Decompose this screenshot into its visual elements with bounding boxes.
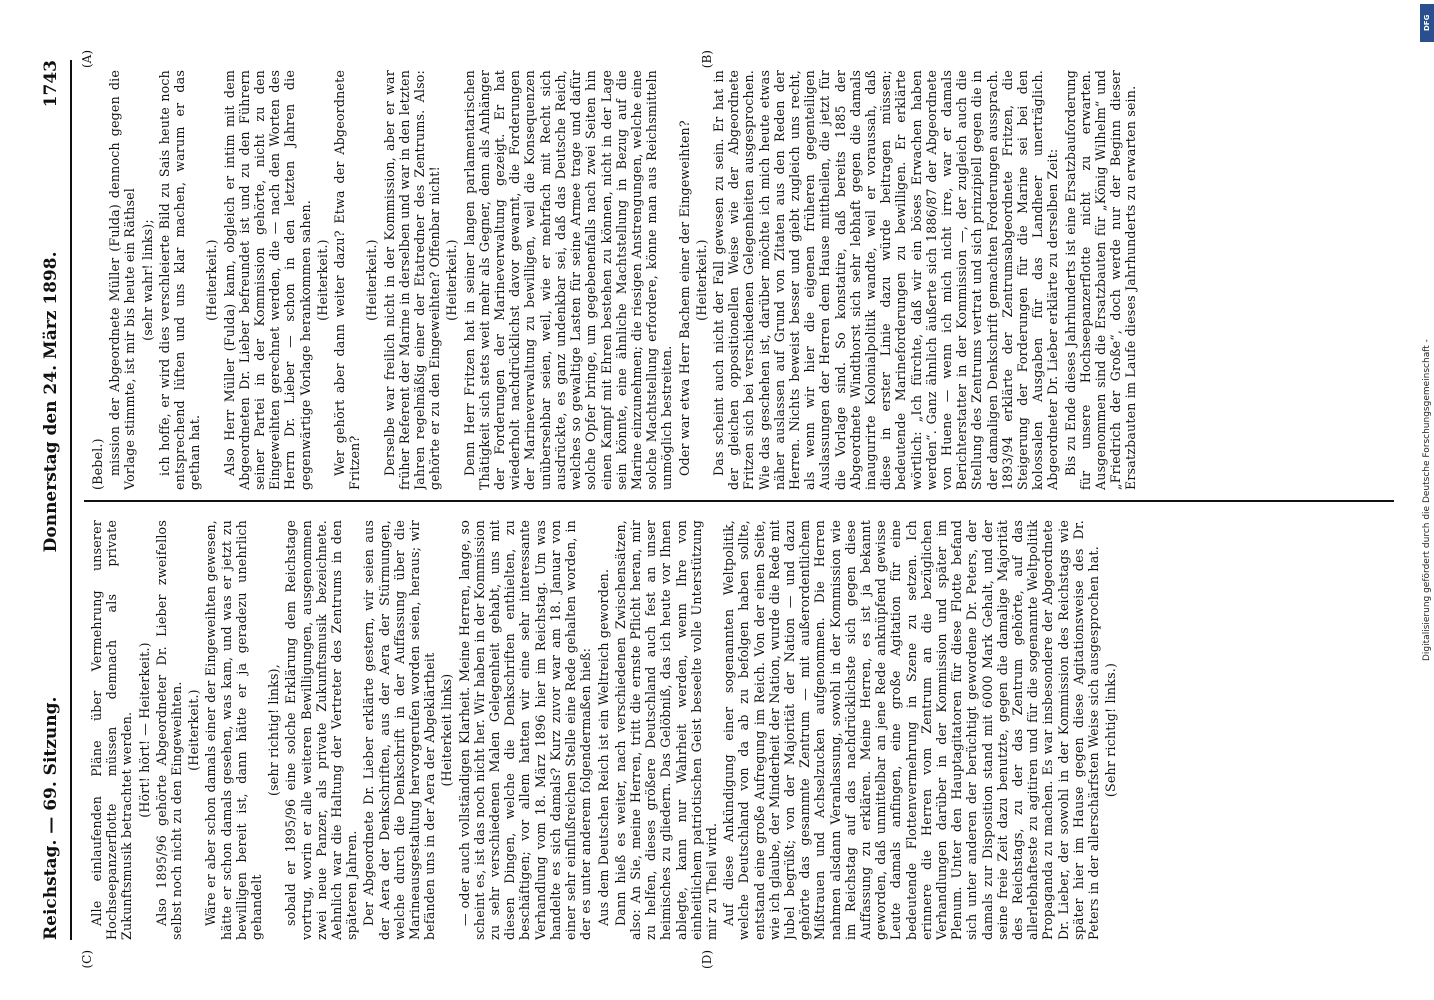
dfg-logo: DFG xyxy=(1420,4,1434,42)
paragraph: Also 1895/96 gehörte Abgeordneter Dr. Lieber zweifellos selbst noch nicht zu den Eingeweihten. xyxy=(153,520,185,940)
interjection: (Heiterkeit.) xyxy=(364,239,380,321)
interjection: (Hört! hört! — Heiterkeit.) xyxy=(136,642,152,818)
paragraph: Denn Herr Fritzen hat in seiner langen parlamentarischen Thätigkeit sich stets weit mehr als Gegner, denn als Anhänger der Forderungen der Marineverwaltung gezeigt. Er hat wiederholt nachdrücklichst davor gewarnt, die Forderungen der Marineverwaltung zu bewilligen, weil die Konsequenzen unübersehbar seien, weil, wie er mehrfach mit Recht sich ausdrückte, es ganz undenkbar sei, daß das Deutsche Reich, welches so gewaltige Lasten für seine Armee trage und dafür solche Opfer bringe, um gegebenenfalls nach zwei Seiten hin einen Kampf mit Ehren bestehen zu können, nicht in der Lage sein könnte, eine ähnliche Machtstellung in Bezug auf die Marine einzunehmen; die riesigen Anstrengungen, welche eine solche Machtstellung erfordere, könne man aus Reichsmitteln unmöglich bestreiten. xyxy=(461,70,675,490)
interjection: (Heiterkeit links) xyxy=(439,673,455,787)
interjection: (Heiterkeit.) xyxy=(444,239,460,321)
page-header xyxy=(38,60,64,940)
paragraph: Aus dem Deutschen Reich ist ein Weltreich geworden. xyxy=(595,568,611,926)
paragraph: Wäre er aber schon damals einer der Eingeweihten gewesen, hätte er schon damals gesehen, was kam, und was er jetzt zu bewilligen bereit ist, dann hätte er ja geradezu unehrlich gehandelt xyxy=(203,520,265,940)
paragraph: Alle einlaufenden Pläne über Vermehrung unserer Hochseepanzerflotte müssen demnach als private Zukunftsmusik betrachtet werden. xyxy=(89,520,135,940)
interjection: (Heiterkeit.) xyxy=(186,689,202,771)
paragraph: ich hoffe, er wird dies verschleierte Bild zu Sais heute noch entsprechend lüften und uns klar machen, warum er das gethan hat. xyxy=(156,70,203,490)
paragraph: sobald er 1895/96 eine solche Erklärung dem Reichstage vortrug, worin er alle weiteren Bewilligungen, ausgenommen zwei neue Panzer, als private Zukunftsmusik bezeichnete. Aehnlich war die Haltung der Vertreter des Zentrums in den späteren Jahren. xyxy=(283,520,360,940)
header-session: Reichstag. — 69. Sitzung. xyxy=(41,696,61,940)
interjection: (Heiterkeit.) xyxy=(314,239,330,321)
interjection: (Heiterkeit.) xyxy=(204,239,220,321)
margin-mark-b: (B) xyxy=(700,50,714,69)
paragraph: Wer gehört aber dann weiter dazu? Etwa der Abgeordnete Fritzen? xyxy=(332,70,363,490)
paragraph: Also Herr Müller (Fulda) kann, obgleich er intim mit dem Abgeordneten Dr. Lieber befreundet ist und zu den Führern seiner Partei in der Kommission gehörte, nicht zu den Eingeweihten gerechnet werden, die — nach den Worten des Herrn Dr. Lieber — schon in den letzten Jahren die gegenwärtige Vorlage herankommen sahen. xyxy=(221,70,313,490)
right-column xyxy=(89,520,1389,940)
interjection: (sehr richtig! links), xyxy=(266,664,282,796)
margin-mark-d: (D) xyxy=(700,950,714,969)
margin-mark-c: (C) xyxy=(80,950,94,969)
paragraph: Dann hieß es weiter, nach verschiedenen Zwischensätzen, also: An Sie, meine Herren, tritt die ernste Pflicht heran, mir zu helfen, dieses größere Deutschland auch fest an unser heimisches zu gliedern. Das Gelöbniß, das ich heute vor Ihnen ablegte, kann nur Wahrheit werden, wenn Ihre von einheitlichem patriotischen Geist beseelte volle Unterstützung mir zu Theil wird. xyxy=(612,520,719,940)
speaker-label: (Bebel.) xyxy=(90,438,105,490)
page-number: 1743 xyxy=(41,60,61,108)
paragraph: — oder auch vollständigen Klarheit. Meine Herren, lange, so scheint es, ist das noch nicht her. Wir haben in der Kommission zu sehr verschiedenen Malen Gelegenheit gehabt, uns mit diesen Dingen, welche die Denkschriften enthielten, zu beschäftigen; vor allem hatten wir eine sehr interessante Verhandlung vom 18. März 1896 hier im Reichstag. Um was handelte es sich damals? Kurz zuvor war am 18. Januar von einer sehr einflußreichen Stelle eine Rede gehalten worden, in der es unter anderem folgendermaßen hieß: xyxy=(456,520,594,940)
paragraph: Der Abgeordnete Dr. Lieber erklärte gestern, wir seien aus der Aera der Denkschriften, aus der Aera der Stürmungen, welche durch die Denkschrift in der Auffassung über die Marineausgestaltung hervorgerufen worden seien, heraus; wir befänden uns in der Aera der Abgeklärtheit xyxy=(361,520,438,940)
header-date: Donnerstag den 24. März 1898. xyxy=(41,251,61,553)
paragraph: Auf diese Ankündigung einer sogenannten Weltpolitik, welche Deutschland von da ab zu befolgen haben sollte, entstand eine große Aufregung im Reich. Von der einen Seite, wie ich glaube, der Minderheit der Nation, wurde die Rede mit Jubel begrüßt; von der Majorität der Nation — und dazu gehörte das gesammte Zentrum — mit außerordentlichem Mißtrauen und Achselzucken aufgenommen. Die Herren nahmen alsdann Veranlassung, sowohl in der Kommission wie im Reichstag auf das nachdrücklichste sich gegen diese Auffassung zu erklären. Meine Herren, es ist ja bekannt geworden, daß unmittelbar an jene Rede anknüpfend gewisse Leute damals anfingen, eine große Agitation für eine bedeutende Flottenvermehrung in Szene zu setzen. Ich erinnere die Herren vom Zentrum an die bezüglichen Verhandlungen darüber in der Kommission und später im Plenum. Unter den Hauptagitatoren für diese Flotte befand sich unter anderen der berüchtigt gewordene Dr. Peters, der damals zur Disposition stand mit 6000 Mark Gehalt, und der seine freie Zeit dazu benutzte, gegen die damalige Majorität des Reichstags, zu der das Zentrum gehörte, auf das allerlebhafteste zu agitiren und für die sogenannte Weltpolitik Propaganda zu machen. Es war insbesondere der Abgeordnete Dr. Lieber, der sowohl in der Kommission des Reichstags wie später hier im Hause gegen diese Agitationsweise des Dr. Peters in der allerschärfsten Weise sich ausgesprochen hat. xyxy=(721,520,1101,940)
digitization-credit xyxy=(1418,10,1432,990)
header-rule xyxy=(70,60,72,940)
paragraph: Das scheint auch nicht der Fall gewesen zu sein. Er hat in der gleichen oppositionellen Weise wie der Abgeordnete Fritzen sich bei verschiedenen Gelegenheiten ausgesprochen. Wie das geschehen ist, darüber möchte ich mich heute etwas näher auslassen auf Grund von Zitaten aus den Reden der Herren. Nichts beweist besser und giebt zugleich uns recht, als wenn wir hier die eigenen früheren gegenteiligen Auslassungen der Herren dem Hause mittheilen, die jetzt für die Vorlage sind. So konstatire, daß bereits 1885 der Abgeordnete Windthorst sich sehr lebhaft gegen die damals inaugurirte Kolonialpolitik wandte, weil er voraussah, daß diese in erster Linie dazu würde beitragen müssen; bedeutende Marineforderungen zu bewilligen. Er erklärte wörtlich: „Ich fürchte, daß wir ein böses Erwachen haben werden“. Ganz ähnlich äußerte sich 1886/87 der Abgeordnete von Huene — wenn ich mich nicht irre, war er damals Berichterstatter in der Kommission —, der zugleich auch die Stellung des Zentrums vertrat und sich prinzipiell gegen die in der damaligen Denkschrift gemachten Forderungen aussprach. 1893/94 erklärte der Zentrumsabgeordnete Fritzen, die Steigerung der Forderungen für die Marine sei bei den kolossalen Ausgaben für das Landheer unerträglich. Abgeordneter Dr. Lieber erklärte zu derselben Zeit: xyxy=(710,70,1061,490)
interjection: (sehr wahr! links); xyxy=(139,219,155,341)
paragraph: Bis zu Ende dieses Jahrhunderts ist eine Ersatzbauforderung für unsere Hochseepanzerflotte nicht zu erwarten. Ausgenommen sind die Ersatzbauten für „König Wilhelm“ und „Friedrich der Große“, doch werde nur der Beginn dieser Ersatzbauten im Laufe dieses Jahrhunderts zu erwarten sein. xyxy=(1062,70,1139,490)
column-divider xyxy=(84,500,1394,502)
interjection: (Sehr richtig! links.) xyxy=(1103,662,1119,798)
margin-mark-a: (A) xyxy=(80,50,94,69)
credit-text: Digitalisierung gefördert durch die Deutsche Forschungsgemeinschaft - xyxy=(1422,339,1432,661)
paragraph: Derselbe war freilich nicht in der Kommission, aber er war früher Referent der Marine in derselben und war in den letzten Jahren regelmäßig einer der Etatredner des Zentrums. Also: gehörte er zu den Eingeweihten? Offenbar nicht! xyxy=(381,70,443,490)
interjection: (Heiterkeit.) xyxy=(693,239,709,321)
paragraph: Oder war etwa Herr Bachem einer der Eingeweihten? xyxy=(676,120,692,476)
paragraph: mission der Abgeordnete Müller (Fulda) dennoch gegen die Vorlage stimmte, ist mir bis heute ein Räthsel xyxy=(107,70,138,490)
left-column xyxy=(89,70,1389,490)
